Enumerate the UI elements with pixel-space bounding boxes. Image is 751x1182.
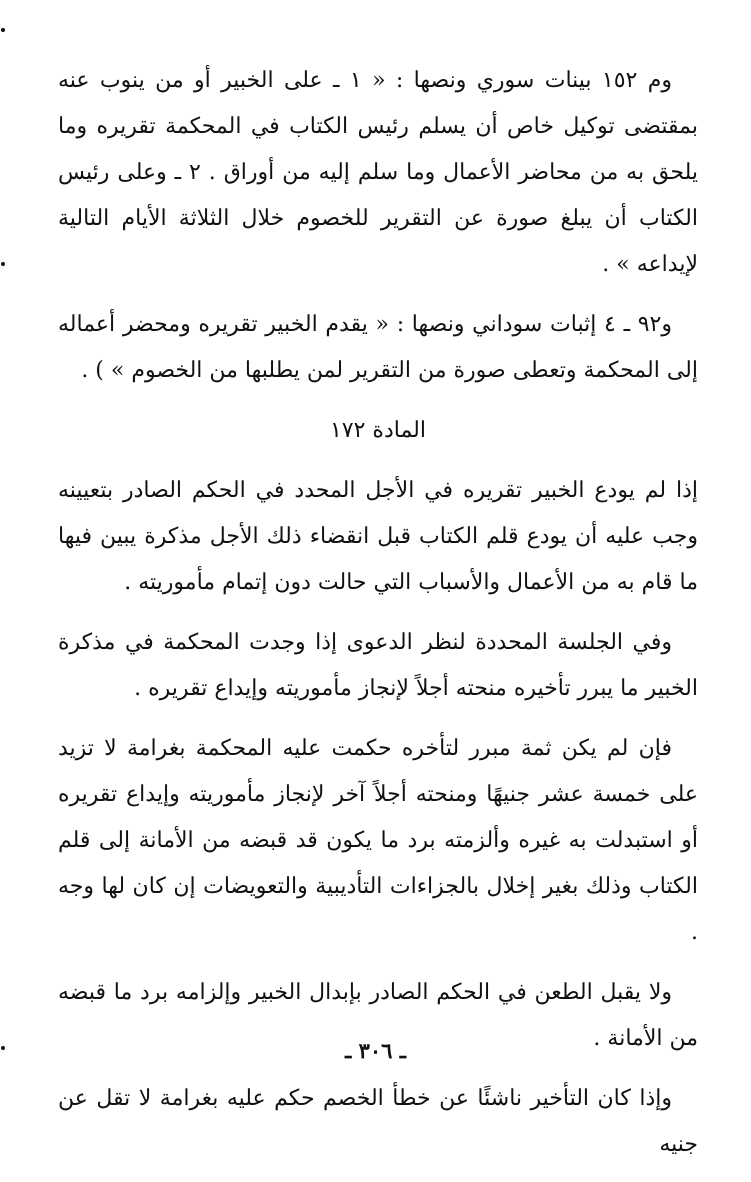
page-number: ـ ٣٠٦ ـ — [345, 1038, 406, 1063]
paragraph-article-4: ولا يقبل الطعن في الحكم الصادر بإبدال الخبير وإلزامه برد ما قبضه من الأمانة . — [58, 980, 698, 1051]
scan-edge-mark-middle — [1, 262, 5, 266]
paragraph-article-3: فإن لم يكن ثمة مبرر لتأخره حكمت عليه المحكمة بغرامة لا تزيد على خمسة عشر جنيهًا ومنحته أجلاً آخر لإنجاز مأموريته وإيداع تقريره أو استبدلت به غيره وألزمته برد ما يكون قد قبضه من الأمانة إلى قلم الكتاب وذلك بغير إخلال بالجزاءات التأديبية والتعويضات إن كان لها وجه . — [58, 736, 698, 945]
paragraph-article-2: وفي الجلسة المحددة لنظر الدعوى إذا وجدت المحكمة في مذكرة الخبير ما يبرر تأخيره منحته أجلاً لإنجاز مأموريته وإيداع تقريره . — [58, 630, 698, 701]
article-heading: المادة ١٧٢ — [329, 418, 426, 443]
paragraph-article-1: إذا لم يودع الخبير تقريره في الأجل المحدد في الحكم الصادر بتعيينه وجب عليه أن يودع قلم الكتاب قبل انقضاء ذلك الأجل مذكرة يبين فيها ما قام به من الأعمال والأسباب التي حالت دون إتمام مأموريته . — [58, 478, 698, 595]
paragraph-sudanese-law: و٩٢ ـ ٤ إثبات سوداني ونصها : « يقدم الخبير تقريره ومحضر أعماله إلى المحكمة وتعطى صورة من التقرير لمن يطلبها من الخصوم » ) . — [58, 312, 698, 383]
page-body — [58, 58, 698, 1182]
scan-edge-mark-top — [1, 28, 5, 32]
paragraph-article-5: وإذا كان التأخير ناشئًا عن خطأ الخصم حكم عليه بغرامة لا تقل عن جنيه — [58, 1086, 698, 1157]
paragraph-syrian-law: وم ١٥٢ بينات سوري ونصها : « ١ ـ على الخبير أو من ينوب عنه بمقتضى توكيل خاص أن يسلم رئيس الكتاب في المحكمة تقريره وما يلحق به من محاضر الأعمال وما سلم إليه من أوراق . ٢ ـ وعلى رئيس الكتاب أن يبلغ صورة عن التقرير للخصوم خلال الثلاثة الأيام التالية لإيداعه » . — [58, 68, 698, 277]
